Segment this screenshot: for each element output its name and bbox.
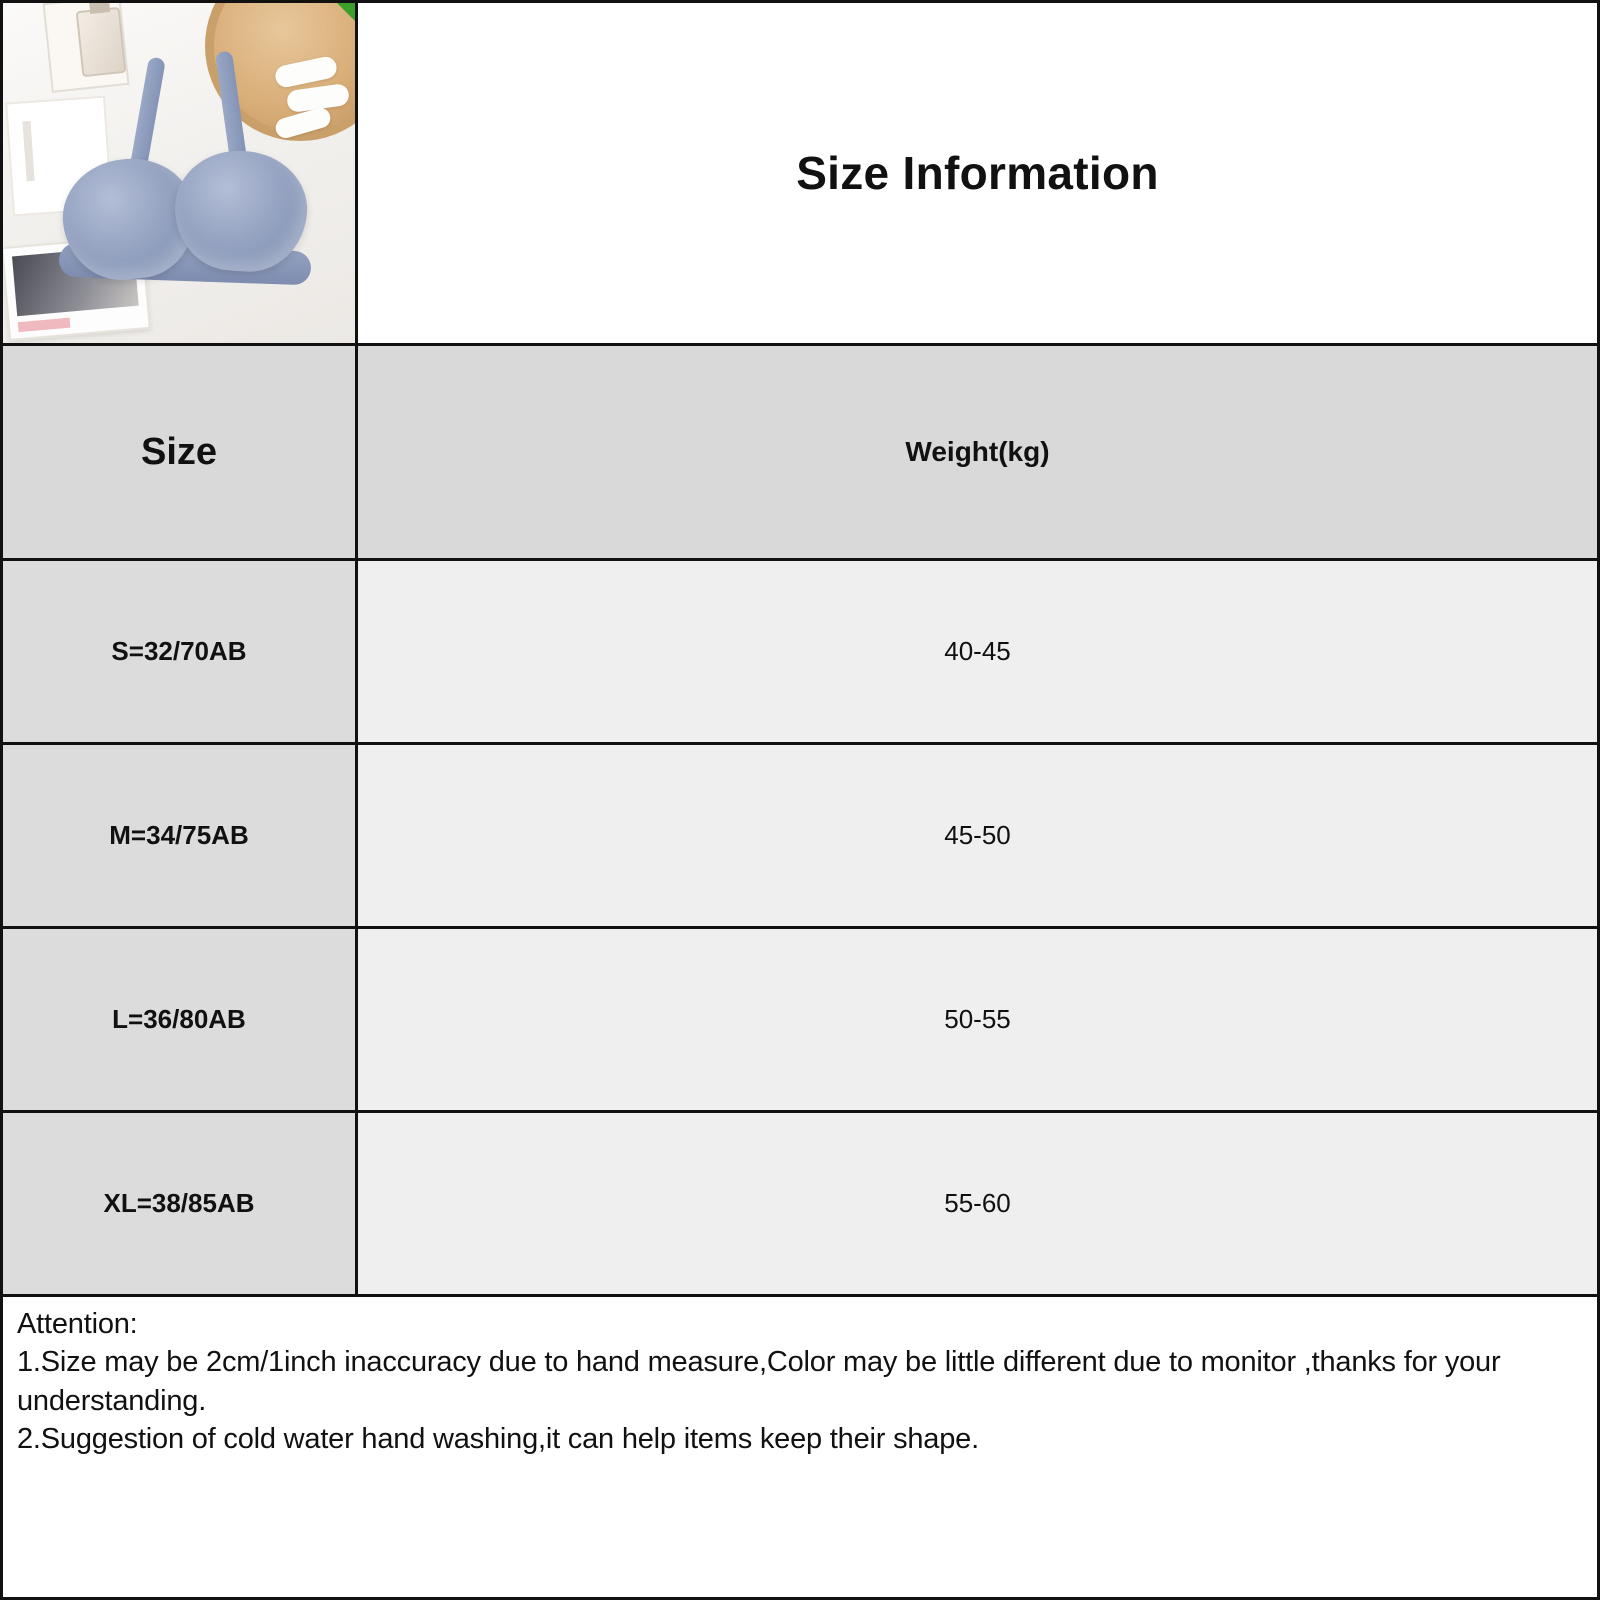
product-photo-cell	[3, 3, 358, 343]
attention-line-2: 2.Suggestion of cold water hand washing,it can help items keep their shape.	[17, 1422, 979, 1455]
header-row	[3, 3, 1597, 346]
cell-size: L=36/80AB	[3, 929, 358, 1110]
cell-size: XL=38/85AB	[3, 1113, 358, 1294]
cell-size: M=34/75AB	[3, 745, 358, 926]
column-header-size: Size	[3, 346, 358, 558]
column-header-weight: Weight(kg)	[905, 436, 1050, 467]
attention-heading: Attention:	[17, 1308, 138, 1340]
table-row	[3, 561, 1597, 745]
title-cell	[358, 3, 1597, 343]
table-row	[3, 1113, 1597, 1297]
green-corner-marker-icon	[335, 3, 357, 23]
cell-weight: 45-50	[358, 745, 1597, 926]
page-title: Size Information	[796, 147, 1159, 199]
cell-weight: 40-45	[358, 561, 1597, 742]
cell-weight: 50-55	[358, 929, 1597, 1110]
cell-weight: 55-60	[358, 1113, 1597, 1294]
table-row	[3, 745, 1597, 929]
table-row	[3, 929, 1597, 1113]
cell-size: S=32/70AB	[3, 561, 358, 742]
bra-illustration	[51, 51, 323, 311]
attention-block	[3, 1297, 1597, 1597]
table-header-row	[3, 346, 1597, 561]
attention-line-1: 1.Size may be 2cm/1inch inaccuracy due to hand measure,Color may be little different due to monitor ,thanks for your understanding.	[17, 1346, 1501, 1417]
bra-strap-left	[129, 56, 166, 173]
